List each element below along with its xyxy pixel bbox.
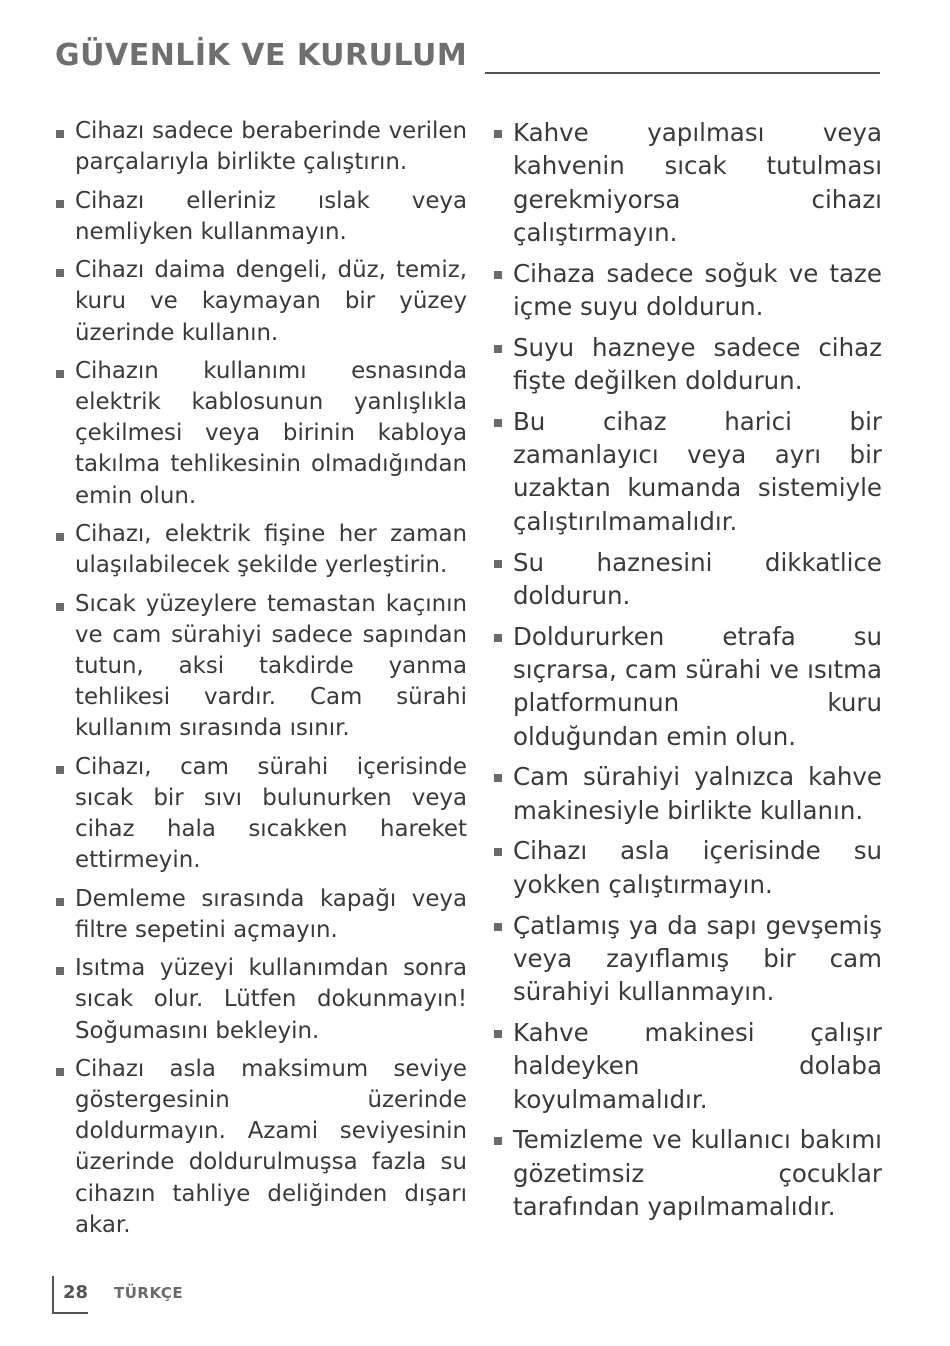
list-item [493, 1123, 882, 1223]
square-bullet-icon [494, 130, 502, 138]
footer-corner-vertical-line [52, 1276, 54, 1314]
square-bullet-icon [56, 603, 64, 611]
title-rule [485, 72, 880, 74]
square-bullet-icon [56, 200, 64, 208]
square-bullet-icon [56, 1068, 64, 1076]
list-item-text: Sıcak yüzeylere temastan kaçının ve cam sürahiyi sadece sapından tutun, aksi takdirde yanma tehlikesi vardır. Cam sürahi kullanım sırasında ısınır. [75, 590, 467, 742]
list-item-text: Suyu hazneye sadece cihaz fişte değilken doldurun. [513, 332, 882, 396]
list-item-text: Cihazı daima dengeli, düz, temiz, kuru ve kaymayan bir yüzey üzerinde kullanın. [75, 257, 467, 346]
square-bullet-icon [494, 271, 502, 279]
list-item [55, 519, 467, 581]
list-item [55, 752, 467, 876]
list-item [55, 255, 467, 348]
page-title: GÜVENLİK VE KURULUM [55, 38, 468, 73]
square-bullet-icon [494, 1030, 502, 1038]
list-item [493, 620, 882, 753]
list-item [55, 356, 467, 511]
list-item [55, 589, 467, 744]
square-bullet-icon [56, 370, 64, 378]
square-bullet-icon [494, 560, 502, 568]
square-bullet-icon [494, 419, 502, 427]
list-item-text: Kahve makinesi çalışır haldeyken dolaba koyulmamalıdır. [513, 1017, 882, 1114]
square-bullet-icon [494, 345, 502, 353]
list-item [493, 760, 882, 827]
list-item-text: Su haznesini dikkatlice doldurun. [513, 547, 882, 610]
list-item [493, 331, 882, 398]
list-item [493, 1016, 882, 1116]
page-number: 28 [63, 1282, 89, 1303]
page-header [55, 36, 880, 80]
list-item-text: Temizleme ve kullanıcı bakımı gözetimsiz çocuklar tarafından yapılmamalıdır. [513, 1125, 882, 1221]
square-bullet-icon [494, 634, 502, 642]
list-item [493, 909, 882, 1009]
square-bullet-icon [56, 967, 64, 975]
list-item-text: Cihazı, cam sürahi içerisinde sıcak bir sıvı bulunurken veya cihaz hala sıcakken hareket ettirmeyin. [75, 753, 467, 874]
list-item [55, 1054, 467, 1241]
list-item-text: Isıtma yüzeyi kullanımdan sonra sıcak olur. Lütfen dokunmayın! Soğumasını bekleyin. [75, 955, 467, 1044]
list-item-text: Demleme sırasında kapağı veya filtre sepetini açmayın. [75, 885, 467, 943]
square-bullet-icon [494, 774, 502, 782]
square-bullet-icon [56, 766, 64, 774]
list-item-text: Cam sürahiyi yalnızca kahve makinesiyle birlikte kullanın. [513, 762, 882, 825]
list-item [55, 953, 467, 1046]
list-item [55, 884, 467, 946]
square-bullet-icon [56, 130, 64, 138]
footer-corner-horizontal-line [52, 1312, 88, 1314]
square-bullet-icon [56, 533, 64, 541]
list-item [493, 257, 882, 324]
list-item [493, 405, 882, 538]
list-item-text: Cihazı asla maksimum seviye göstergesinin üzerinde doldurmayın. Azami seviyesinin üzerinde doldurulmuşsa fazla su cihazın tahliye deliğinden dışarı akar. [75, 1056, 467, 1238]
right-column-list [493, 116, 882, 1231]
square-bullet-icon [494, 848, 502, 856]
square-bullet-icon [494, 923, 502, 931]
left-column-list [55, 116, 467, 1248]
list-item-text: Çatlamış ya da sapı gevşemiş veya zayıflamış bir cam sürahiyi kullanmayın. [513, 910, 882, 1007]
footer-language-label: TÜRKÇE [114, 1284, 184, 1302]
list-item-text: Cihazı asla içerisinde su yokken çalıştırmayın. [513, 836, 882, 899]
list-item [493, 834, 882, 901]
list-item-text: Cihazın kullanımı esnasında elektrik kablosunun yanlışlıkla çekilmesi veya birinin kabloya takılma tehlikesinin olmadığından emin olun. [75, 358, 467, 509]
list-item [55, 186, 467, 248]
page-footer [52, 1270, 352, 1315]
list-item-text: Cihaza sadece soğuk ve taze içme suyu doldurun. [513, 258, 882, 321]
list-item [493, 116, 882, 249]
square-bullet-icon [56, 269, 64, 277]
square-bullet-icon [494, 1137, 502, 1145]
list-item [55, 116, 467, 178]
list-item-text: Doldururken etrafa su sıçrarsa, cam sürahi ve ısıtma platformunun kuru olduğundan emin olun. [513, 621, 882, 751]
square-bullet-icon [56, 898, 64, 906]
list-item-text: Bu cihaz harici bir zamanlayıcı veya ayrı bir uzaktan kumanda sistemiyle çalıştırılmamalıdır. [513, 406, 882, 536]
list-item [493, 546, 882, 613]
list-item-text: Kahve yapılması veya kahvenin sıcak tutulması gerekmiyorsa cihazı çalıştırmayın. [513, 118, 882, 247]
list-item-text: Cihazı, elektrik fişine her zaman ulaşılabilecek şekilde yerleştirin. [75, 521, 467, 579]
list-item-text: Cihazı elleriniz ıslak veya nemliyken kullanmayın. [75, 187, 467, 245]
list-item-text: Cihazı sadece beraberinde verilen parçalarıyla birlikte çalıştırın. [75, 118, 467, 176]
